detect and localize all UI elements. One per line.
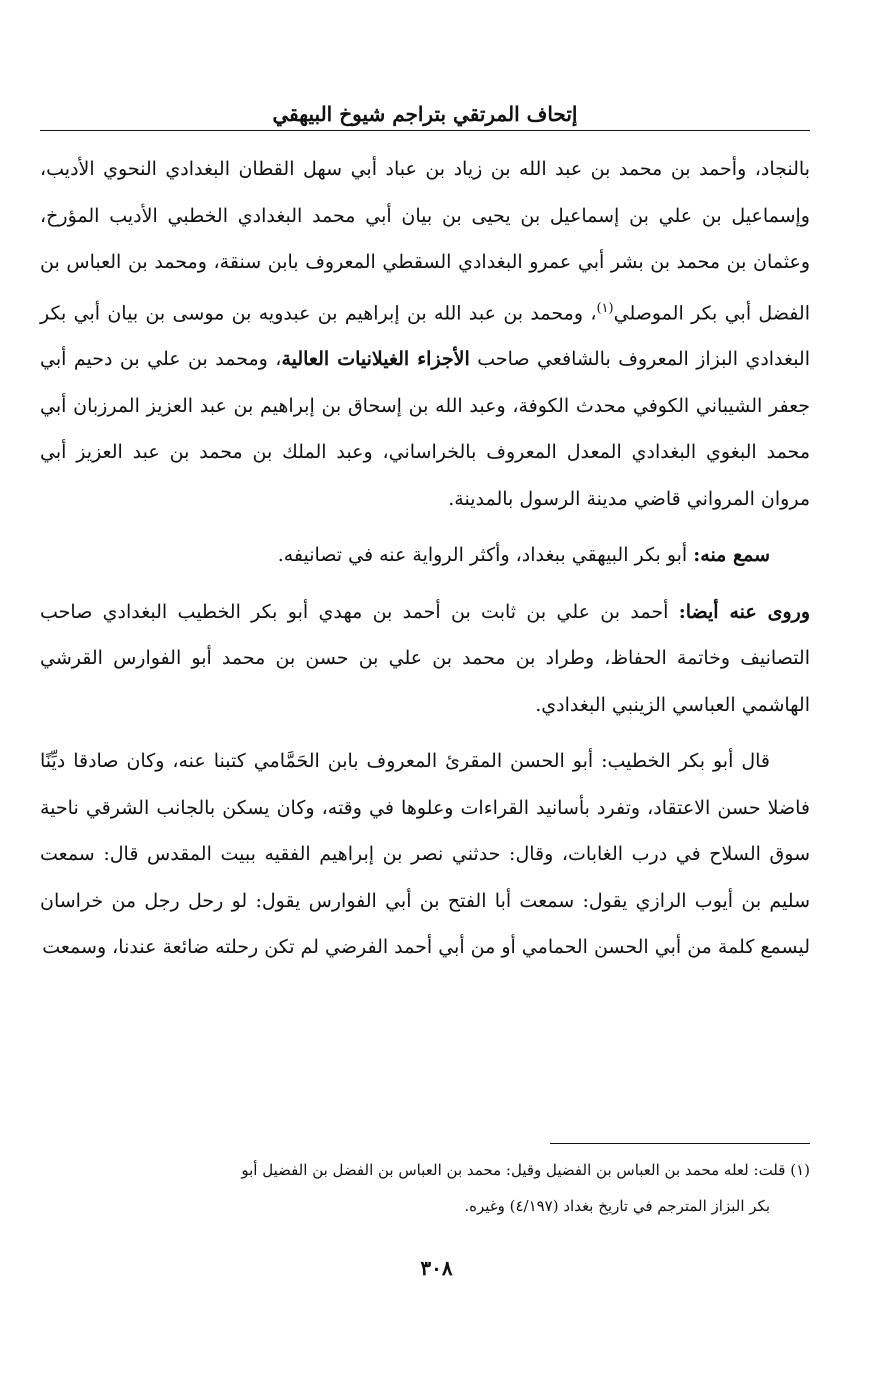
- footnote-line: [40, 1152, 810, 1188]
- paragraph-text: بالنجاد، وأحمد بن محمد بن عبد الله بن زياد بن عباد أبي سهل القطان البغدادي النحوي الأديب، وإسماعيل بن علي بن إسماعيل بن يحيى بن بيان أبي محمد البغدادي الخطبي الأديب المؤرخ، وعثمان بن محمد بن بشر أبي عمرو البغدادي السقطي المعروف بابن سنقة، ومحمد بن العباس بن الفضل أبي بكر الموصلي: [40, 158, 811, 324]
- paragraph-text: ، ومحمد بن علي بن دحيم أبي جعفر الشيباني الكوفي محدث الكوفة، وعبد الله بن إسحاق بن إبراهيم بن عبد العزيز المرزبان أبي محمد البغوي البغدادي المعدل المعروف بالخراساني، وعبد الملك بن محمد بن عبد العزيز أبي مروان المرواني قاضي مدينة الرسول بالمدينة.: [40, 348, 810, 510]
- bold-title: الأجزاء الغيلانيات العالية: [281, 348, 470, 371]
- paragraph-text: أبو بكر البيهقي ببغداد، وأكثر الرواية عنه في تصانيفه.: [277, 544, 694, 567]
- footnote-text: قلت: لعله محمد بن العباس بن الفضيل وقيل: محمد بن العباس بن الفضل بن الفضيل أبو: [241, 1161, 786, 1179]
- footnote-marker: (١): [790, 1161, 810, 1179]
- footnote-reference: (١): [596, 300, 614, 316]
- footnote: [40, 1152, 810, 1224]
- header-rule: [40, 130, 810, 131]
- running-title: إتحاف المرتقي بتراجم شيوخ البيهقي: [272, 102, 578, 126]
- footnote-rule: [550, 1143, 810, 1144]
- paragraph-teachers: [40, 146, 810, 522]
- paragraph-text: قال أبو بكر الخطيب: أبو الحسن المقرئ المعروف بابن الحَمَّامي كتبنا عنه، وكان صادقا ديِّنًا فاضلا حسن الاعتقاد، وتفرد بأسانيد القراءات وعلوها في وقته، وكان يسكن بالجانب الشرقي ناحية سوق السلاح في درب الغابات، وقال: حدثني نصر بن إبراهيم الفقيه ببيت المقدس قال: سمعت سليم بن أيوب الرازي يقول: سمعت أبا الفتح بن أبي الفوارس يقول: لو رحل رجل من خراسان ليسمع كلمة من أبي الحسن الحمامي أو من أبي أحمد الفرضي لم تكن رحلته ضائعة عندنا، وسمعت: [40, 750, 810, 959]
- footnote-line: [40, 1188, 810, 1224]
- paragraph-khatib-quote: [40, 738, 810, 971]
- footnote-text: بكر البزاز المترجم في تاريخ بغداد (٤/١٩٧) وغيره.: [464, 1197, 770, 1215]
- paragraph-text: أحمد بن علي بن ثابت بن أحمد بن مهدي أبو بكر الخطيب البغدادي صاحب التصانيف وخاتمة الحفاظ، وطراد بن محمد بن علي بن حسن بن محمد أبو الفوارس القرشي الهاشمي العباسي الزينبي البغدادي.: [40, 600, 810, 716]
- paragraph-narrated-by: [40, 589, 810, 729]
- body-text: [40, 146, 810, 971]
- page-number: ٣٠٨: [420, 1256, 453, 1280]
- section-label: سمع منه:: [693, 544, 770, 567]
- section-label: وروى عنه أيضا:: [678, 600, 810, 623]
- paragraph-text: ، ومحمد بن عبد الله بن إبراهيم بن عبدويه بن موسى بن بيان أبي بكر البغدادي البزاز المعروف بالشافعي صاحب: [40, 301, 810, 371]
- paragraph-heard-from: [40, 532, 810, 579]
